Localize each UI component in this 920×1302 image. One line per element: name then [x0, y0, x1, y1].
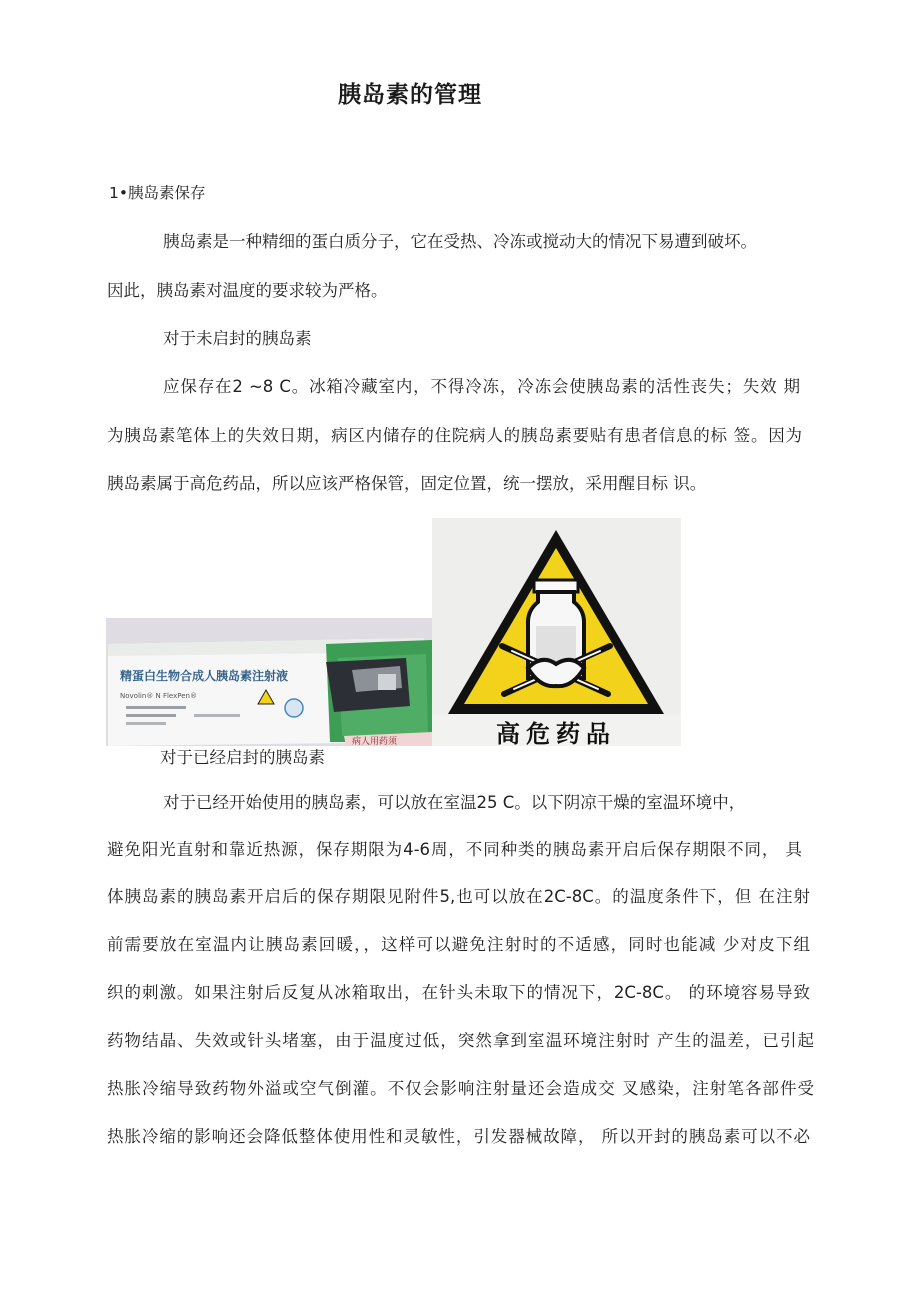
section-heading-storage: 1•胰岛素保存	[109, 184, 206, 202]
paragraph-line: 因此，胰岛素对温度的要求较为严格。	[107, 281, 388, 300]
page-title: 胰岛素的管理	[338, 82, 482, 108]
paragraph-line: 为胰岛素笔体上的失效日期，病区内储存的住院病人的胰岛素要贴有患者信息的标 签。因为	[107, 426, 802, 445]
high-risk-sign-illustration	[432, 518, 681, 746]
sign-caption: 高危药品	[496, 720, 616, 746]
paragraph-line: 应保存在2 ~8 C。冰箱冷藏室内，不得冷冻，冷冻会使胰岛素的活性丧失；失效 期	[163, 377, 800, 396]
subheading-unopened: 对于未启封的胰岛素	[163, 329, 312, 348]
paragraph-line: 避免阳光直射和靠近热源，保存期限为4-6周，不同种类的胰岛素开启后保存期限不同， 具	[107, 840, 802, 859]
insulin-images	[106, 518, 681, 746]
box-bottom-strip-text: 病人用药须	[352, 737, 398, 746]
paragraph-line: 药物结晶、失效或针头堵塞，由于温度过低，突然拿到室温环境注射时 产生的温差，已引起	[107, 1031, 814, 1050]
paragraph-line: 织的刺激。如果注射后反复从冰箱取出，在针头未取下的情况下，2C-8C。 的环境容易导致	[107, 983, 810, 1002]
insulin-box-photo	[106, 618, 434, 746]
high-risk-sign-photo	[432, 518, 681, 746]
subheading-opened: 对于已经启封的胰岛素	[160, 748, 325, 767]
paragraph-line: 热胀冷缩的影响还会降低整体使用性和灵敏性，引发器械故障， 所以开封的胰岛素可以不必	[107, 1127, 810, 1146]
paragraph-line: 胰岛素是一种精细的蛋白质分子，它在受热、冷冻或搅动大的情况下易遭到破坏。	[163, 232, 757, 251]
insulin-box-illustration	[106, 618, 434, 746]
paragraph-line: 热胀冷缩导致药物外溢或空气倒灌。不仅会影响注射量还会造成交 叉感染，注射笔各部件受	[107, 1079, 814, 1098]
paragraph-line: 体胰岛素的胰岛素开启后的保存期限见附件5,也可以放在2C-8C。的温度条件下，但 在注射	[107, 887, 810, 906]
paragraph-line: 胰岛素属于高危药品，所以应该严格保管，固定位置，统一摆放，采用醒目标 识。	[107, 474, 707, 493]
paragraph-line: 前需要放在室温内让胰岛素回暖，，这样可以避免注射时的不适感，同时也能减 少对皮下组	[107, 935, 810, 954]
paragraph-line: 对于已经开始使用的胰岛素，可以放在室温25 C。以下阴凉干燥的室温环境中，	[163, 793, 746, 812]
box-product-name: 精蛋白生物合成人胰岛素注射液	[120, 669, 289, 683]
box-brand-line: Novolin® N FlexPen®	[120, 692, 197, 700]
